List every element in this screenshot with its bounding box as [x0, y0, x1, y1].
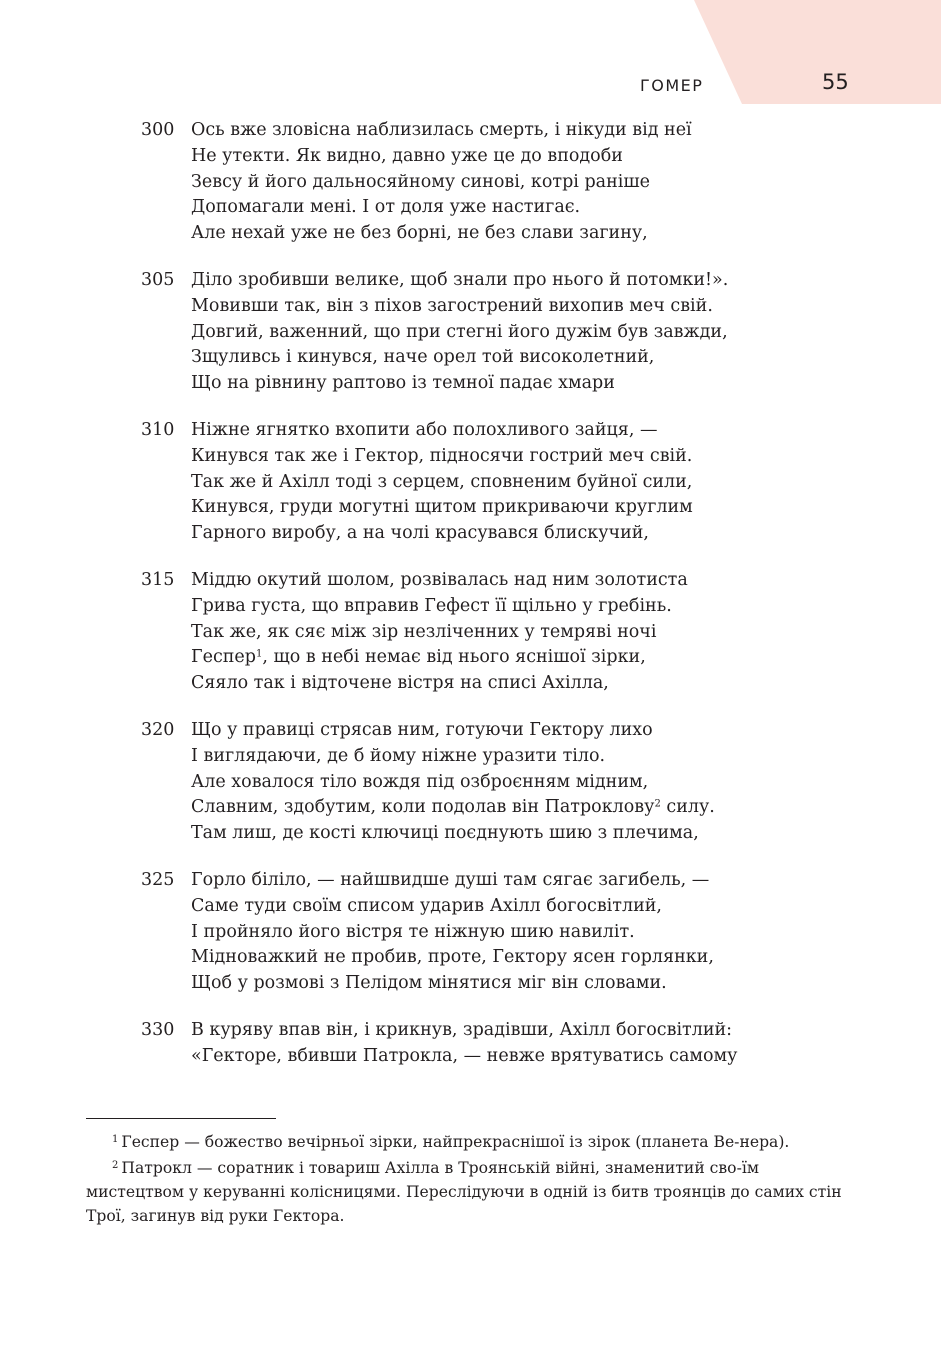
- verse-line: Що на рівнину раптово із темної падає хмари: [191, 373, 615, 394]
- line-number: 315: [141, 569, 175, 590]
- line-number: 310: [141, 419, 175, 440]
- verse-line: Ось вже зловісна наблизилась смерть, і нікуди від неї: [191, 120, 692, 140]
- verse-line: Мовивши так, він з піхов загострений вихопив меч свій.: [191, 295, 713, 316]
- verse-text: , що в небі немає від нього яснішої зірки,: [262, 647, 646, 668]
- footnote-divider: [86, 1118, 276, 1119]
- verse-line: В куряву впав він, і крикнув, зрадівши, Ахілл богосвітлий:: [191, 1019, 733, 1040]
- stanza: [0, 718, 941, 847]
- verse-line: Грива густа, що вправив Гефест її щільно у гребінь.: [191, 595, 672, 616]
- footnote: [86, 1154, 856, 1228]
- footnote-reference: 1: [255, 648, 263, 660]
- verse-line: Так же й Ахілл тоді з серцем, сповненим буйної сили,: [191, 471, 693, 492]
- verse-text: силу.: [660, 797, 715, 818]
- verse-line: І виглядаючи, де б йому ніжне уразити тіло.: [191, 745, 606, 766]
- verse-line: Діло зробивши велике, щоб знали про нього й потомки!».: [191, 269, 729, 290]
- line-number: 325: [141, 869, 175, 890]
- verse-line: Допомагали мені. І от доля уже настигає.: [191, 197, 581, 218]
- verse-line: Зщуливсь і кинувся, наче орел той високолетний,: [191, 347, 655, 368]
- verse-line: Горло біліло, — найшвидше душі там сягає загибель, —: [191, 869, 710, 890]
- verse-text: Геспер: [191, 647, 256, 668]
- footnotes: [86, 1128, 856, 1228]
- verse-text: Славним, здобутим, коли подолав він Патроклову: [191, 797, 655, 818]
- verse-line: Так же, як сяє між зір незліченних у темряві ночі: [191, 621, 657, 642]
- verse-line: Гарного виробу, а на чолі красувався блискучий,: [191, 523, 649, 544]
- footnote-reference: 2: [654, 798, 661, 810]
- footnote-mark: 2: [112, 1160, 119, 1171]
- stanza: [0, 118, 941, 247]
- verse-line: Ніжне ягнятко вхопити або полохливого зайця, —: [191, 419, 658, 440]
- line-number: 305: [141, 269, 175, 290]
- line-number: 330: [141, 1019, 175, 1040]
- verse-line-with-footnote: [191, 795, 941, 821]
- verse-line: Не утекти. Як видно, давно уже це до вподоби: [191, 145, 623, 166]
- running-head: ГОМЕР: [640, 76, 704, 95]
- verse-line: Мідноважкий не пробив, проте, Гектору ясен горлянки,: [191, 947, 714, 968]
- line-number: 320: [141, 719, 175, 740]
- verse-line: Але ховалося тіло вождя під озброєнням мідним,: [191, 771, 649, 792]
- footnote-mark: 1: [112, 1134, 119, 1145]
- verse-line-with-footnote: [191, 645, 941, 671]
- line-number: 300: [141, 120, 175, 140]
- verse-line: «Гекторе, вбивши Патрокла, — невже врятуватись самому: [191, 1045, 738, 1066]
- verse-line: Міддю окутий шолом, розвівалась над ним золотиста: [191, 569, 688, 590]
- stanza: [0, 1018, 941, 1070]
- verse-line: Що у правиці стрясав ним, готуючи Гектору лихо: [191, 719, 653, 740]
- stanza: [0, 268, 941, 397]
- verse-line: Кинувся, груди могутні щитом прикриваючи круглим: [191, 497, 693, 518]
- verse-line: Але нехай уже не без борні, не без слави загину,: [191, 223, 648, 244]
- poem-text: [0, 118, 941, 1091]
- decorative-corner: [0, 0, 941, 104]
- footnote: [86, 1128, 856, 1154]
- verse-line: Сяяло так і відточене вістря на списі Ахілла,: [191, 673, 609, 694]
- verse-line: І пройняло його вістря те ніжную шию навиліт.: [191, 921, 635, 942]
- verse-line: Довгий, важенний, що при стегні його дужім був завжди,: [191, 321, 728, 342]
- verse-line: Кинувся так же і Гектор, підносячи гострий меч свій.: [191, 445, 693, 466]
- footnote-text: Геспер — божество вечірньої зірки, найпрекраснішої із зірок (планета Ве-нера).: [121, 1133, 790, 1151]
- page-number: 55: [822, 70, 849, 94]
- verse-line: Зевсу й його дальносяйному синові, котрі раніше: [191, 171, 650, 192]
- stanza: [0, 568, 941, 697]
- verse-line: Щоб у розмові з Пелідом мінятися міг він словами.: [191, 973, 667, 994]
- verse-line: Саме туди своїм списом ударив Ахілл богосвітлий,: [191, 895, 662, 916]
- verse-line: Там лиш, де кості ключиці поєднують шию з плечима,: [191, 823, 699, 844]
- footnote-text: Патрокл — соратник і товариш Ахілла в Троянській війні, знаменитий сво-їм мистецтвом у керуванні колісницями. Переслідуючи в одній із битв троянців до самих стін Трої, загинув від руки Гектора.: [86, 1159, 842, 1225]
- stanza: [0, 868, 941, 997]
- stanza: [0, 418, 941, 547]
